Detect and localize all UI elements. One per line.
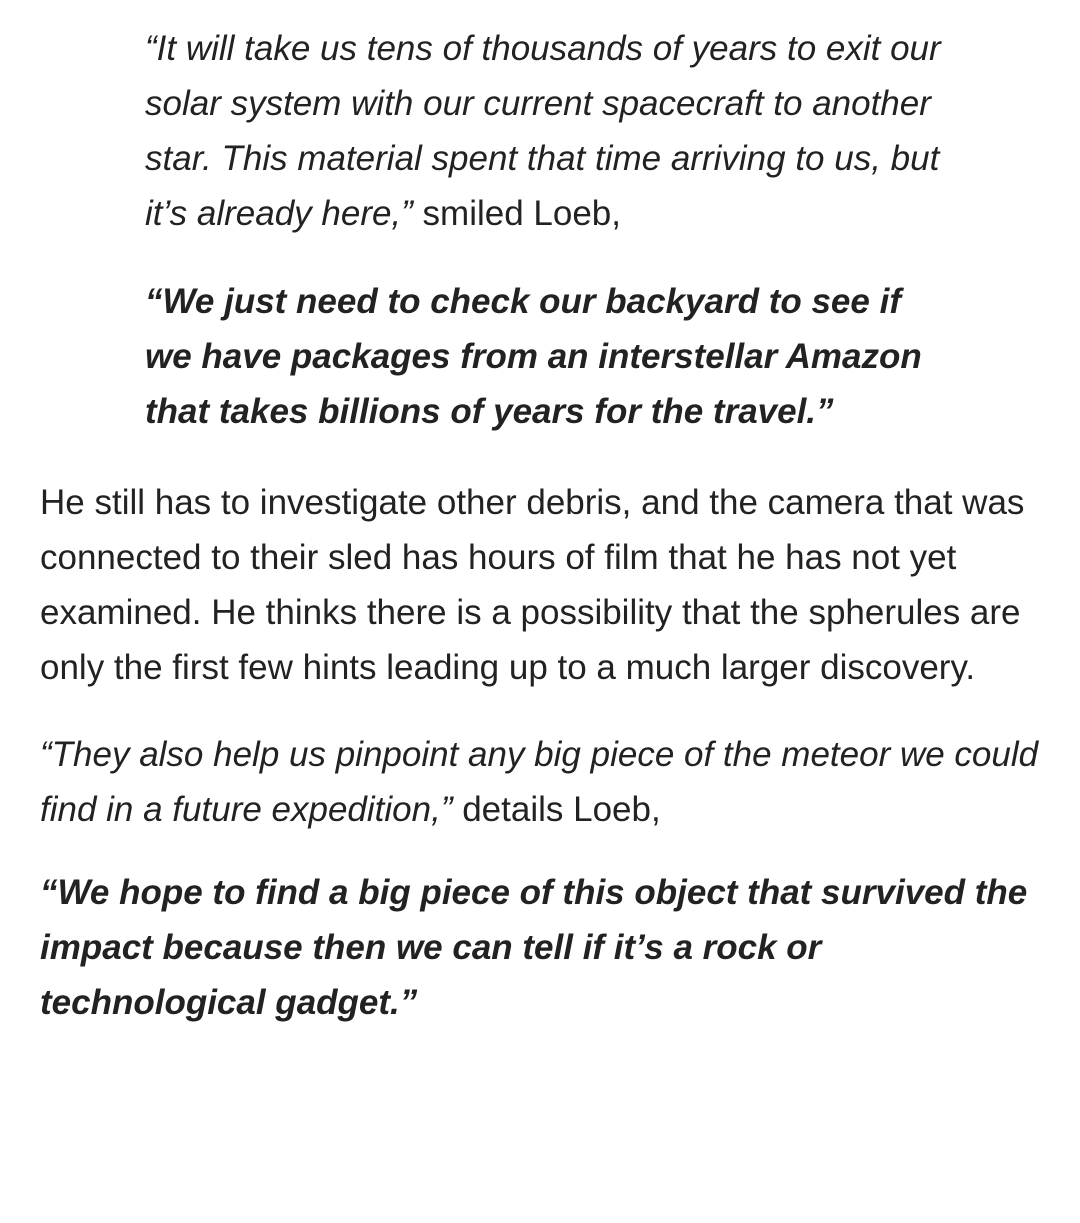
quote-text-1: “It will take us tens of thousands of years to exit our solar system with our current spacecraft to another star. This material spent that time arriving to us, but it’s already here,” xyxy=(145,29,941,233)
quote-text-2: “We just need to check our backyard to see if we have packages from an interstellar Amazon that takes billions of years for the travel.” xyxy=(145,282,922,431)
body-paragraph-1: He still has to investigate other debris, and the camera that was connected to their sled has hours of film that he has not yet examined. He thinks there is a possibility that the spherules are only the first few hints leading up to a much larger discovery. xyxy=(40,483,1025,687)
paragraph-2-attribution: details Loeb, xyxy=(452,790,661,829)
body-paragraph-3 xyxy=(40,865,1050,1030)
paragraph-2-quote: “They also help us pinpoint any big piece of the meteor we could find in a future expedition,” xyxy=(40,735,1039,829)
article-body xyxy=(40,21,1050,1030)
paragraph-3-quote: “We hope to find a big piece of this object that survived the impact because then we can tell if it’s a rock or technological gadget.” xyxy=(40,873,1028,1022)
quote-attribution-1: smiled Loeb, xyxy=(412,194,621,233)
body-paragraph-2 xyxy=(40,727,1050,837)
quote-paragraph-1 xyxy=(145,21,945,241)
quote-paragraph-2 xyxy=(145,274,945,439)
blockquote xyxy=(145,21,945,439)
